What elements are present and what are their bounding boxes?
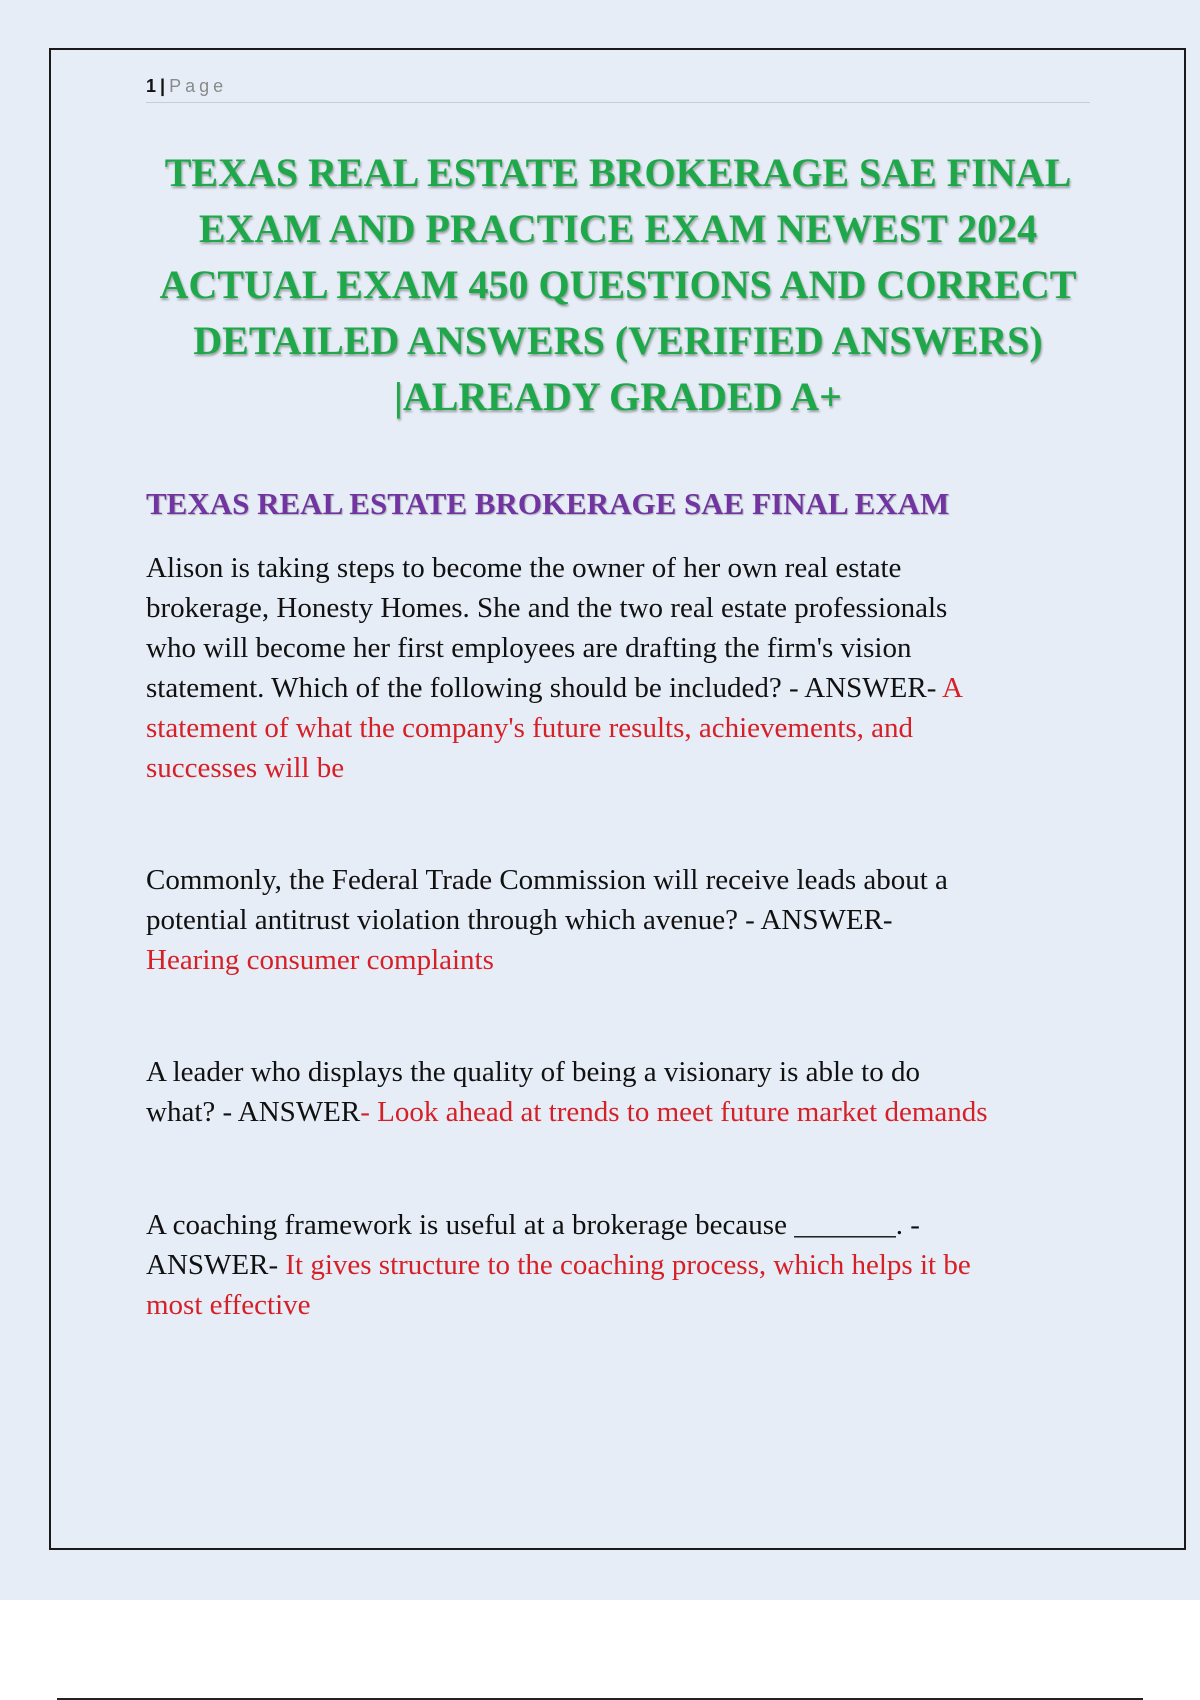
question-text: ANSWER-: [146, 1249, 286, 1281]
question-text: A leader who displays the quality of being a visionary is able to do: [146, 1056, 920, 1088]
page-number: 1: [146, 76, 157, 96]
question-text: statement. Which of the following should be included? - ANSWER-: [146, 672, 943, 704]
title-line: DETAILED ANSWERS (VERIFIED ANSWERS): [193, 318, 1043, 363]
qa-item-visionary-leader: [146, 1052, 1090, 1132]
title-line: TEXAS REAL ESTATE BROKERAGE SAE FINAL: [164, 150, 1072, 195]
answer-text: statement of what the company's future results, achievements, and: [146, 712, 914, 744]
answer-text: - Look ahead at trends to meet future market demands: [360, 1096, 988, 1128]
question-text: Commonly, the Federal Trade Commission will receive leads about a: [146, 864, 948, 896]
qa-item-ftc-leads: [146, 860, 1090, 980]
page-header: [146, 72, 1090, 103]
question-line: [146, 1092, 1090, 1132]
page-label: Page: [169, 76, 228, 96]
answer-text: successes will be: [146, 752, 345, 784]
question-text: who will become her first employees are drafting the firm's vision: [146, 632, 912, 664]
question-line: [146, 668, 1090, 708]
title-line: EXAM AND PRACTICE EXAM NEWEST 2024: [198, 206, 1038, 251]
qa-item-coaching-framework: [146, 1205, 1090, 1325]
question-text: A coaching framework is useful at a brokerage because _______. -: [146, 1209, 920, 1241]
question-text: potential antitrust violation through which avenue? - ANSWER-: [146, 904, 893, 936]
title-line: ACTUAL EXAM 450 QUESTIONS AND CORRECT: [159, 262, 1077, 307]
question-line: [146, 1245, 1090, 1285]
qa-item-vision-statement: [146, 548, 1090, 788]
question-text: Alison is taking steps to become the owner of her own real estate: [146, 552, 902, 584]
answer-text: It gives structure to the coaching process, which helps it be: [285, 1249, 971, 1281]
question-text: what? - ANSWER: [146, 1096, 361, 1128]
answer-text: A: [942, 672, 963, 704]
page-separator: |: [160, 76, 166, 96]
question-text: brokerage, Honesty Homes. She and the two real estate professionals: [146, 592, 948, 624]
answer-text: Hearing consumer complaints: [146, 944, 494, 976]
section-heading: TEXAS REAL ESTATE BROKERAGE SAE FINAL EXAM: [146, 486, 950, 521]
title-line: |ALREADY GRADED A+: [394, 374, 842, 419]
document-title: [120, 145, 1116, 425]
answer-text: most effective: [146, 1289, 311, 1321]
